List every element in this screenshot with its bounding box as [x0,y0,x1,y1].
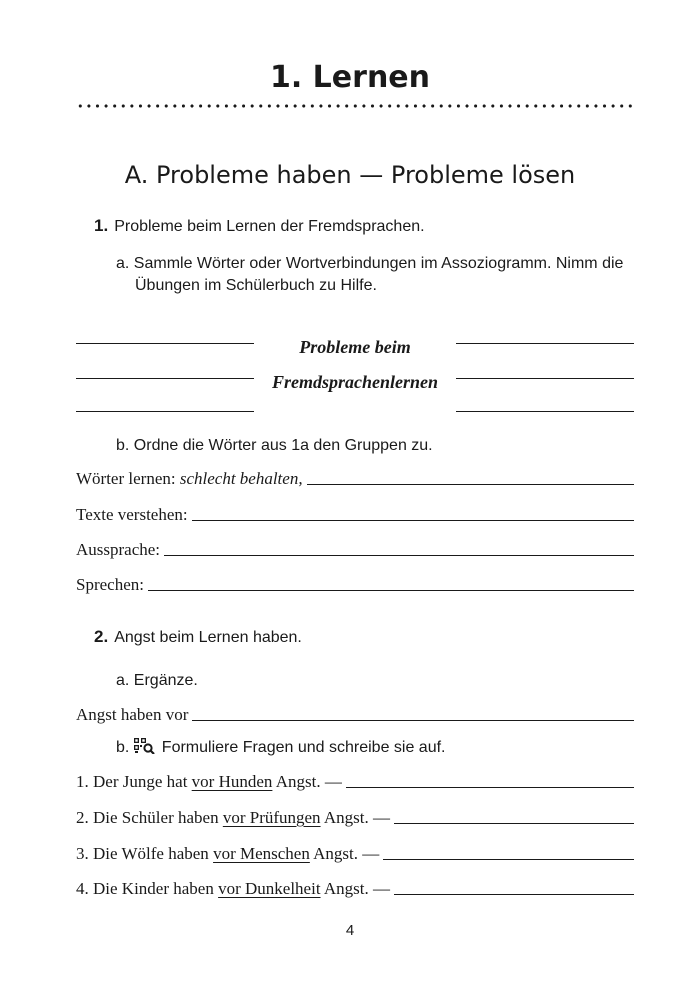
underlined-phrase: vor Dunkelheit [218,879,321,898]
sentence-text: 1. Der Junge hat vor Hunden Angst. — [76,772,342,791]
fill-row-group[interactable] [76,575,634,595]
underlined-phrase: vor Prüfungen [222,808,321,827]
answer-line[interactable] [192,719,634,721]
chapter-title: 1. Lernen [269,60,431,95]
answer-line[interactable] [164,554,634,556]
group-label: Texte verstehen: [76,505,188,524]
sentence-row[interactable] [76,844,634,864]
diagram-center-label: Fremdsprachenlernen [271,372,439,392]
task-number: 1. [94,216,109,235]
fill-row-angst[interactable] [76,705,634,725]
answer-line[interactable] [148,589,634,591]
section-title: A. Probleme haben — Probleme lösen [124,161,576,189]
answer-line[interactable] [76,378,254,379]
sentence-row[interactable] [76,808,634,828]
answer-line[interactable] [394,822,634,824]
task-number: 2. [94,627,109,646]
answer-line[interactable] [76,411,254,412]
fill-row-group[interactable] [76,505,634,525]
task-2-heading [94,627,302,647]
task-2b-prefix: b. [116,739,130,756]
dotted-divider [76,104,636,108]
answer-line[interactable] [76,343,254,344]
group-label: Aussprache: [76,540,161,559]
task-2b-text: Formuliere Fragen und schreibe sie auf. [161,739,446,756]
answer-line[interactable] [383,858,634,860]
qr-search-icon [134,738,156,754]
fill-row-group[interactable] [76,540,634,560]
fill-row-group[interactable] [76,469,634,489]
task-2b-instruction [116,737,446,759]
task-1a-instruction: a. Sammle Wörter oder Wortverbindungen im Assoziogramm. Nimm die Übungen im Schülerbuch zu Hilfe. [116,255,624,294]
group-label: Sprechen: [76,575,144,594]
task-title: Angst beim Lernen haben. [114,629,302,646]
page-number: 4 [345,922,355,939]
task-title: Probleme beim Lernen der Fremdsprachen. [114,218,425,235]
answer-line[interactable] [192,519,634,521]
sentence-row[interactable] [76,879,634,899]
underlined-phrase: vor Menschen [213,844,310,863]
sentence-text: 2. Die Schüler haben vor Prüfungen Angst. — [76,808,390,827]
group-example: schlecht behalten, [179,469,303,488]
sentence-text: 4. Die Kinder haben vor Dunkelheit Angst. — [76,879,390,898]
diagram-center-label: Probleme beim [299,337,411,357]
task-1-heading [94,216,425,236]
sentence-text: 3. Die Wölfe haben vor Menschen Angst. — [76,844,380,863]
task-1b-instruction: b. Ordne die Wörter aus 1a den Gruppen zu. [116,437,433,454]
answer-line[interactable] [456,378,634,379]
answer-line[interactable] [456,343,634,344]
answer-line[interactable] [394,893,634,895]
group-label: Wörter lernen: [76,469,176,488]
task-2a-instruction: a. Ergänze. [116,672,198,689]
answer-line[interactable] [456,411,634,412]
sentence-row[interactable] [76,772,634,792]
underlined-phrase: vor Hunden [191,772,273,791]
answer-line[interactable] [307,483,634,485]
answer-line[interactable] [346,786,634,788]
prompt-label: Angst haben vor [76,705,189,724]
